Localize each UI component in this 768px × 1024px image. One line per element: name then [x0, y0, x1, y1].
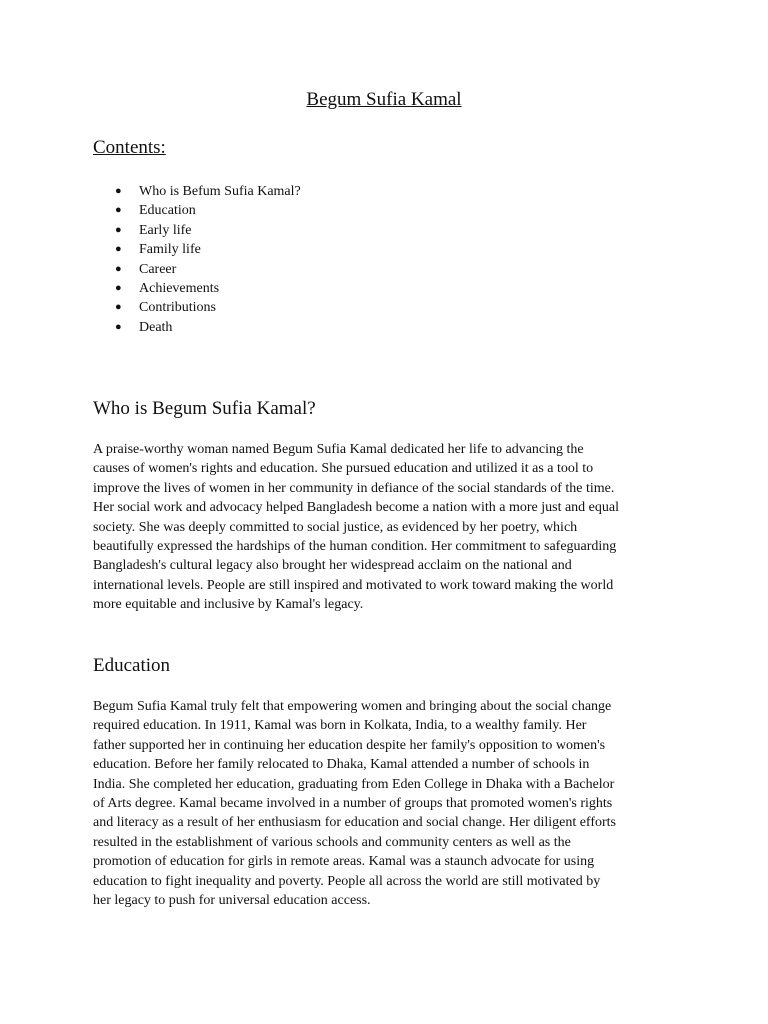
paragraph-line: improve the lives of women in her community in defiance of the social standards of the time. — [93, 480, 615, 496]
paragraph-line: India. She completed her education, graduating from Eden College in Dhaka with a Bachelor — [93, 776, 615, 792]
paragraph-line: Begum Sufia Kamal truly felt that empowering women and bringing about the social change — [93, 699, 612, 714]
paragraph-line: and literacy as a result of her enthusiasm for education and social change. Her diligent efforts — [93, 815, 616, 831]
bullet-icon: ● — [115, 282, 122, 295]
bullet-icon: ● — [115, 301, 122, 314]
paragraph-line: more equitable and inclusive by Kamal's legacy. — [93, 597, 364, 613]
paragraph-line: of Arts degree. Kamal became involved in a number of groups that promoted women's rights — [93, 796, 613, 812]
contents-item: ● Early life — [93, 221, 301, 240]
paragraph-line: causes of women's rights and education. She pursued education and utilized it as a tool to — [93, 461, 594, 477]
contents-item: ● Death — [93, 318, 301, 337]
paragraph-line: international levels. People are still inspired and motivated to work toward making the world — [93, 577, 614, 593]
paragraph-line: required education. In 1911, Kamal was born in Kolkata, India, to a wealthy family. Her — [93, 718, 587, 734]
bullet-icon: ● — [115, 223, 122, 236]
bullet-icon: ● — [115, 262, 122, 275]
paragraph-line: education. Before her family relocated to Dhaka, Kamal attended a number of schools in — [93, 757, 590, 773]
paragraph-line: father supported her in continuing her education despite her family's opposition to women's — [93, 737, 606, 753]
paragraph-line: her legacy to push for universal education access. — [93, 893, 371, 909]
contents-item: ● Education — [93, 201, 301, 220]
contents-item: ● Career — [93, 260, 301, 279]
section-heading-education: Education — [93, 655, 171, 676]
paragraph-line: beautifully expressed the hardships of the human condition. Her commitment to safeguarding — [93, 539, 617, 555]
bullet-icon: ● — [115, 320, 122, 333]
contents-item: ● Who is Befum Sufia Kamal? — [93, 182, 301, 201]
paragraph-line: A praise-worthy woman named Begum Sufia Kamal dedicated her life to advancing the — [93, 442, 584, 457]
paragraph-line: resulted in the establishment of various schools and community centers as well as the — [93, 834, 571, 850]
paragraph-line: education to fight inequality and poverty. People all across the world are still motivated by — [93, 873, 601, 889]
bullet-icon: ● — [115, 185, 122, 197]
paragraph-line: society. She was deeply committed to social justice, as evidenced by her poetry, which — [93, 519, 578, 535]
document-title: Begum Sufia Kamal — [306, 89, 462, 110]
paragraph-line: Bangladesh's cultural legacy also brought her widespread acclaim on the national and — [93, 558, 572, 574]
bullet-icon: ● — [115, 204, 122, 217]
contents-item: ● Contributions — [93, 298, 301, 317]
section-paragraph-who — [93, 440, 678, 615]
contents-item: ● Achievements — [93, 279, 301, 298]
contents-heading: Contents: — [93, 137, 166, 158]
paragraph-line: promotion of education for girls in remote areas. Kamal was a staunch advocate for using — [93, 854, 595, 870]
contents-list — [93, 182, 301, 337]
section-paragraph-education — [93, 697, 678, 910]
section-heading-who: Who is Begum Sufia Kamal? — [93, 398, 316, 419]
bullet-icon: ● — [115, 243, 122, 256]
paragraph-line: Her social work and advocacy helped Bangladesh become a nation with a more just and equal — [93, 500, 619, 516]
contents-item: ● Family life — [93, 240, 301, 259]
